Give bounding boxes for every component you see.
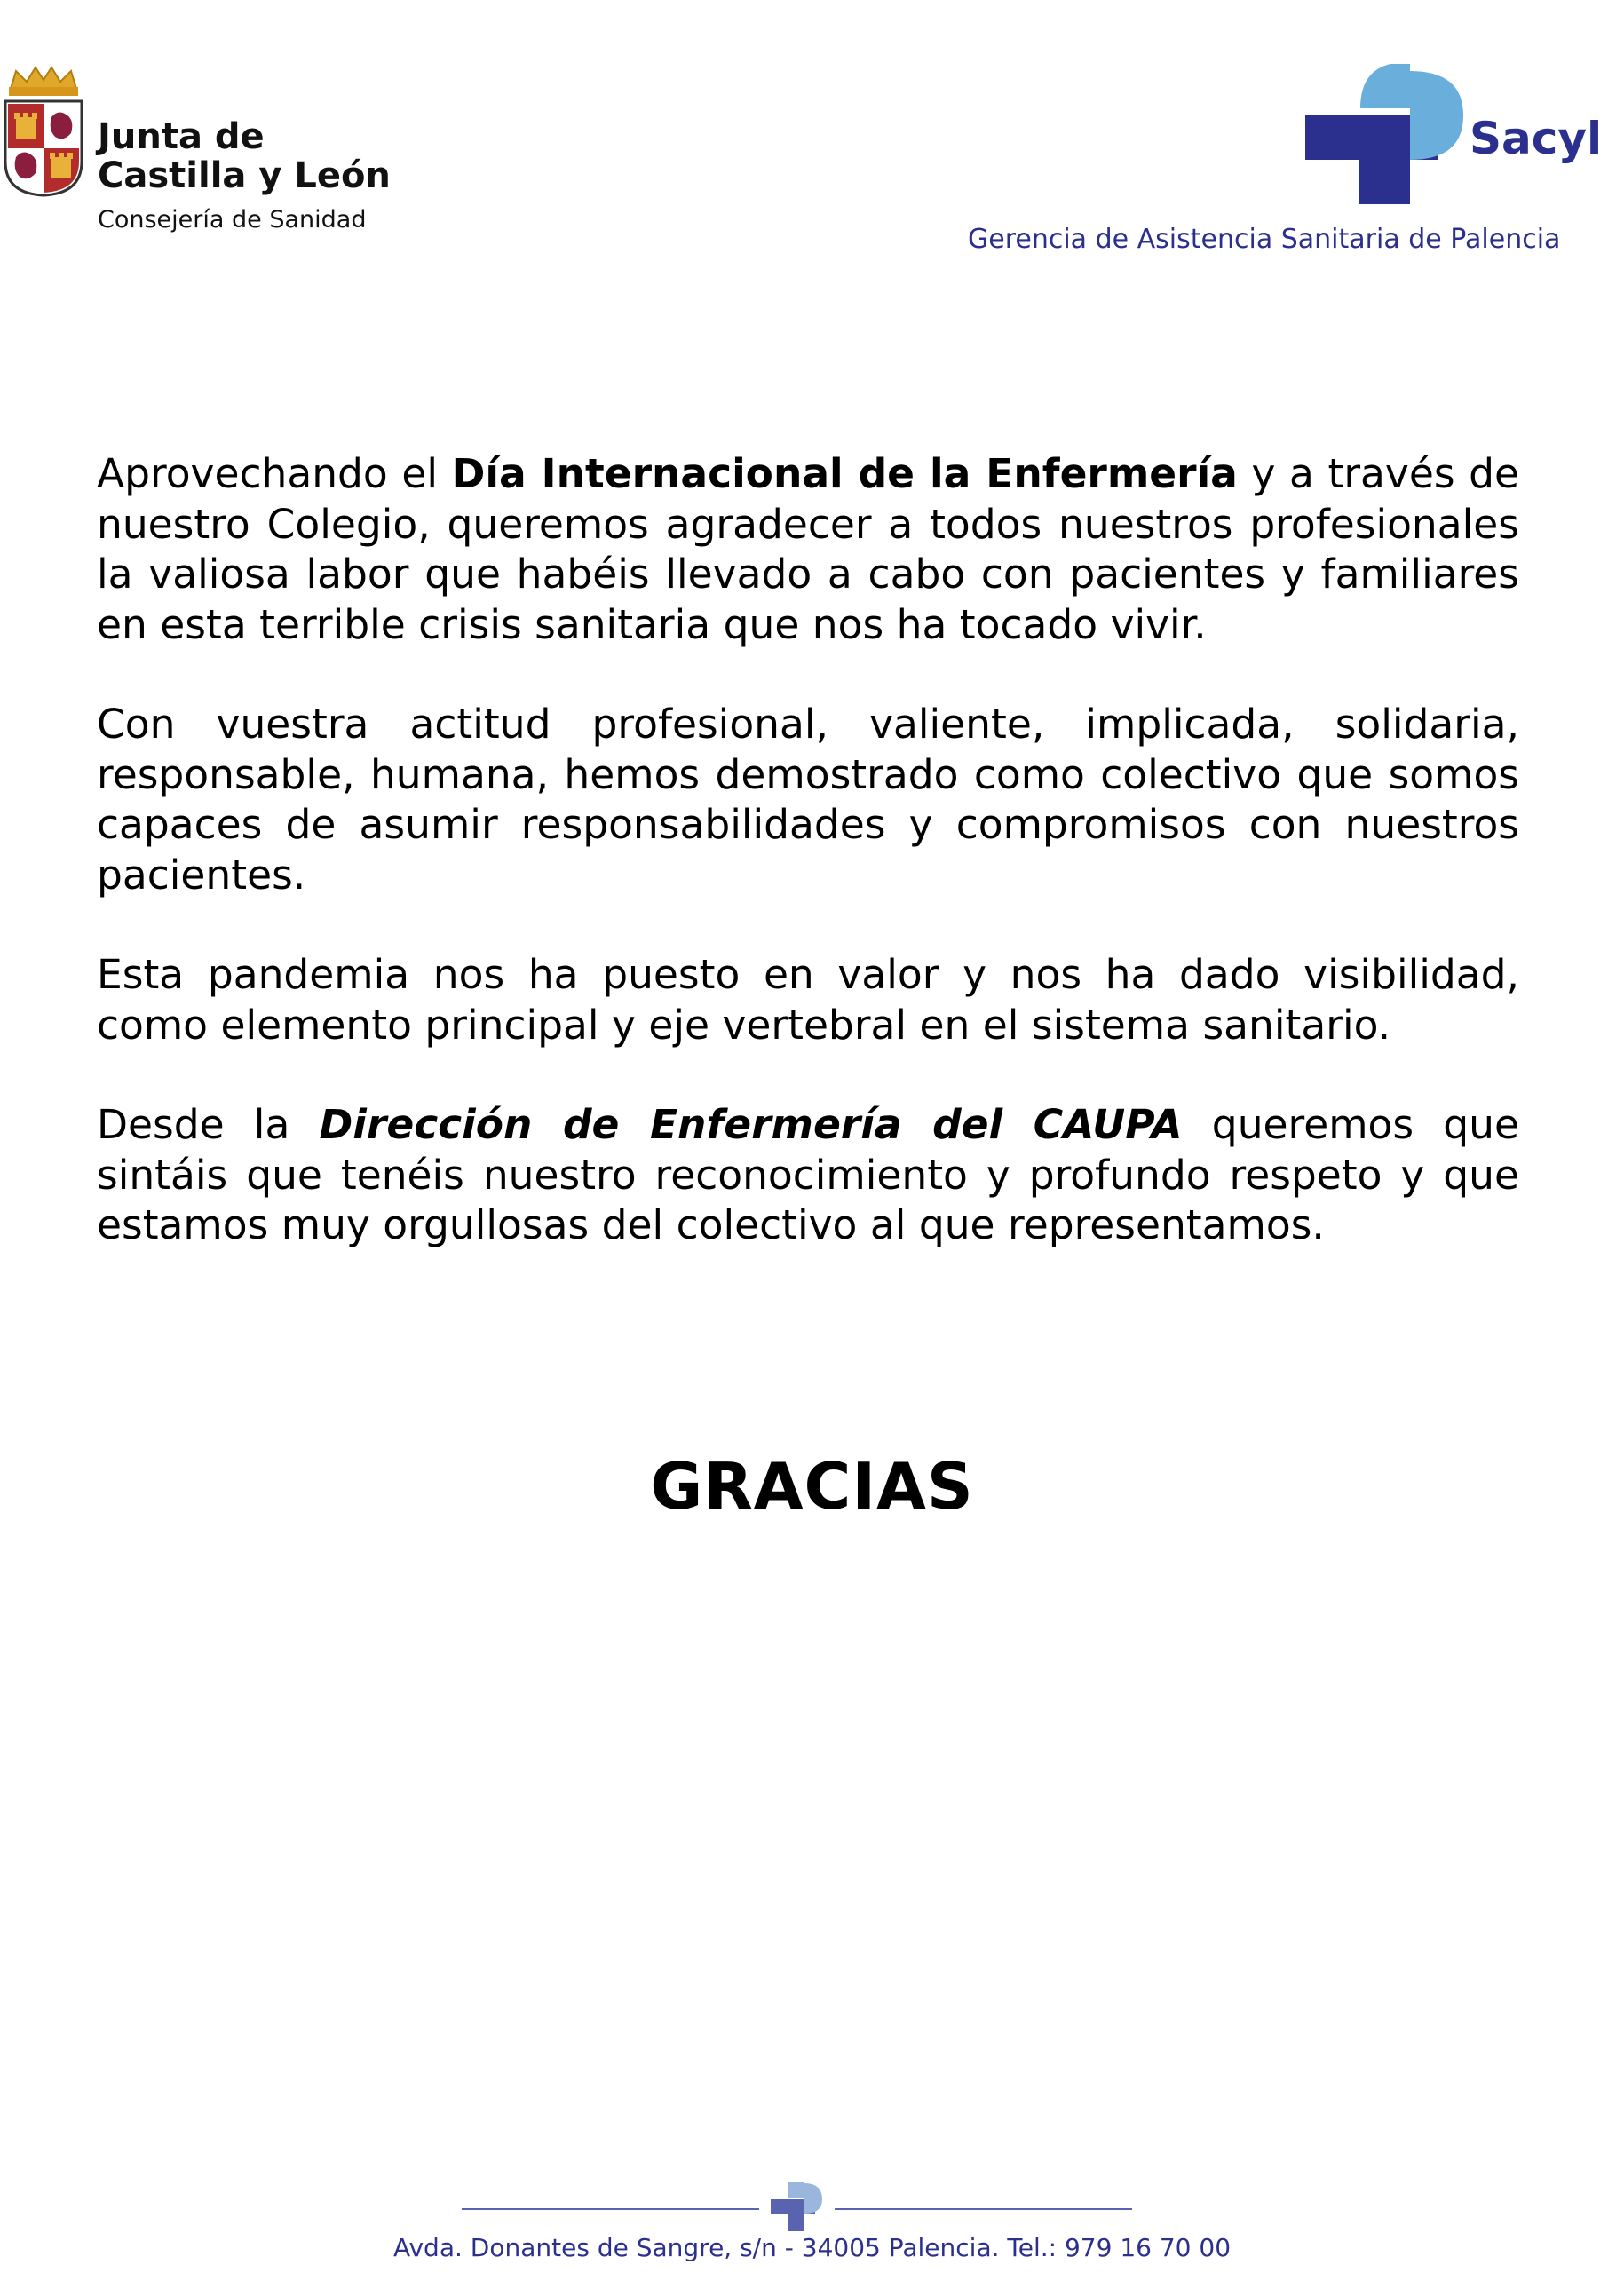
- sacyl-subtitle: Gerencia de Asistencia Sanitaria de Palencia: [968, 224, 1561, 255]
- p1-bold-title: Día Internacional de la Enfermería: [451, 450, 1238, 497]
- p4-bold-italic: Dirección de Enfermería del CAUPA: [319, 1101, 1183, 1148]
- p1-text-before: Aprovechando el: [97, 450, 452, 497]
- jcyl-header: [0, 64, 444, 242]
- p1-text-after: y a través de nuestro Colegio, queremos agradecer a todos nuestros profesionales la valiosa labor que habéis llevado a cabo con pacientes y familiares en esta terrible crisis sanitaria que nos ha tocado vivir.: [97, 450, 1520, 648]
- footer-address: Avda. Donantes de Sangre, s/n - 34005 Palencia. Tel.: 979 16 70 00: [392, 2233, 1232, 2262]
- sacyl-cross-logo-icon: [1305, 64, 1465, 206]
- paragraph-3: Esta pandemia nos ha puesto en valor y nos ha dado visibilidad, como elemento principal y eje vertebral en el sistema sanitario.: [97, 951, 1519, 1049]
- p4-text-before: Desde la: [97, 1101, 320, 1148]
- paragraph-2: Con vuestra actitud profesional, valiente, implicada, solidaria, responsable, humana, hemos demostrado como colectivo que somos capaces de asumir responsabilidades y compromisos con nuestros pacientes.: [97, 701, 1519, 899]
- paragraph-1: [97, 449, 1519, 650]
- footer-divider-right: [835, 2208, 1132, 2210]
- footer-divider-left: [462, 2208, 759, 2210]
- thanks-heading: GRACIAS: [650, 1449, 974, 1524]
- sacyl-wordmark: Sacyl: [1470, 113, 1603, 164]
- letter-body: [97, 449, 1519, 1301]
- p4-text-after: queremos que sintáis que tenéis nuestro reconocimiento y profundo respeto y que estamos muy orgullosas del colectivo al que representamos.: [97, 1101, 1519, 1248]
- paragraph-4: [97, 1100, 1519, 1251]
- jcyl-title: [98, 117, 391, 195]
- jcyl-subtitle: Consejería de Sanidad: [98, 206, 367, 234]
- castilla-y-leon-crest-icon: [0, 64, 87, 197]
- jcyl-title-line1: Junta de: [98, 116, 265, 157]
- sacyl-small-cross-icon: [771, 2180, 824, 2233]
- jcyl-title-line2: Castilla y León: [98, 155, 391, 196]
